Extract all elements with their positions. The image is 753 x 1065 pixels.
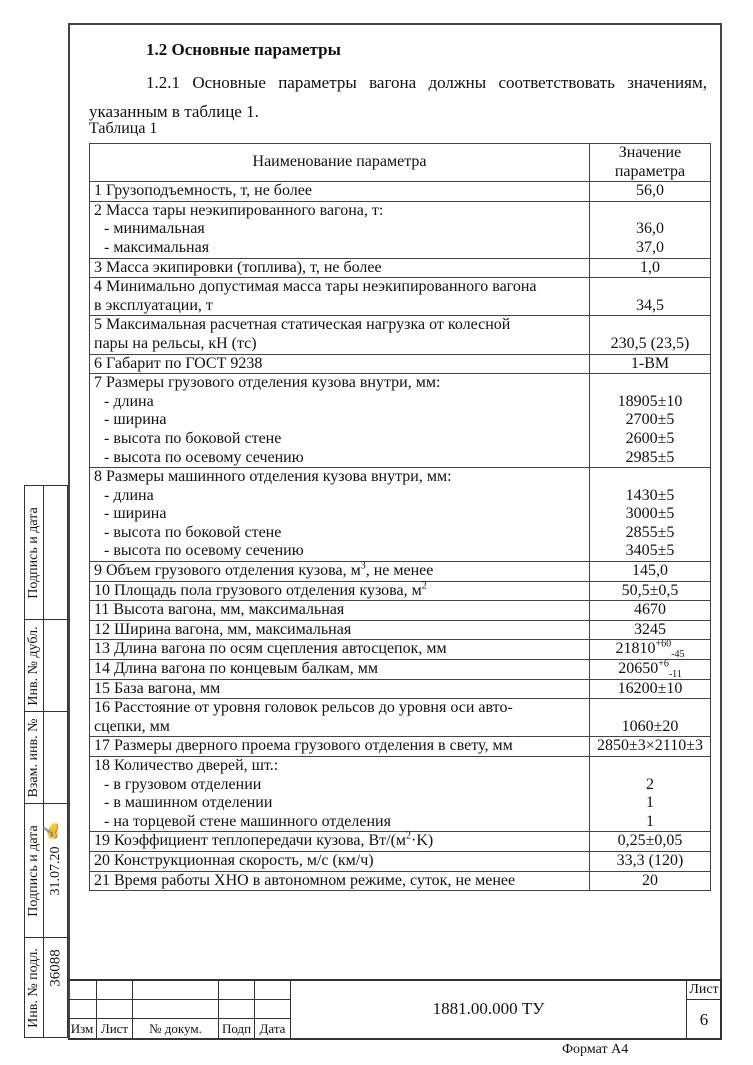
- param-value: $20650^{+6}_{-11}$: [590, 660, 711, 680]
- param-value: 230,5 (23,5): [590, 316, 711, 354]
- param-name: 17 Размеры дверного проема грузового отделения в свету, мм: [90, 737, 590, 757]
- param-name: 12 Ширина вагона, мм, максимальная: [90, 620, 590, 640]
- param-value: 1-ВМ: [590, 354, 711, 374]
- param-name: 10 Площадь пола грузового отделения кузова, $м^2$: [90, 581, 590, 601]
- stamp-cell-dup-inv: Инв. № дубл.: [25, 620, 67, 712]
- param-name: 2 Масса тары неэкипированного вагона, т: - минимальная - максимальная: [90, 201, 590, 258]
- left-stamp-strip: [24, 485, 68, 1038]
- header-value: Значение параметра: [590, 144, 711, 182]
- table-row: [90, 258, 711, 278]
- table-row: [90, 316, 711, 354]
- param-name: 15 База вагона, мм: [90, 679, 590, 699]
- col-label-sheet: Лист: [100, 1021, 129, 1036]
- param-name: 18 Количество дверей, шт.: - в грузовом отделении - в машинном отделении - на торцевой стене машинного отделения: [90, 757, 590, 832]
- sheet-number: 6: [686, 1000, 721, 1040]
- stamp-cell-original-inv: Инв. № подл. 36088: [25, 938, 67, 1037]
- param-name: 11 Высота вагона, мм, максимальная: [90, 601, 590, 621]
- param-name: 4 Минимально допустимая масса тары неэкипированного вагона в эксплуатации, т: [90, 278, 590, 316]
- param-name: 21 Время работы ХНО в автономном режиме, суток, не менее: [90, 871, 590, 891]
- table-row: [90, 620, 711, 640]
- param-value: 145,0: [590, 562, 711, 582]
- stamp-cell-signature-date-1: Подпись и дата: [25, 486, 67, 620]
- table-row: [90, 851, 711, 871]
- param-value: 1,0: [590, 258, 711, 278]
- param-name: 20 Конструкционная скорость, м/с (км/ч): [90, 851, 590, 871]
- param-name: 3 Масса экипировки (топлива), т, не более: [90, 258, 590, 278]
- table-row: [90, 468, 711, 562]
- param-name: 8 Размеры машинного отделения кузова внутри, мм: - длина - ширина - высота по боковой стене - высота по осевому сечению: [90, 468, 590, 562]
- param-value: 34,5: [590, 278, 711, 316]
- param-name: 14 Длина вагона по концевым балкам, мм: [90, 660, 590, 680]
- param-value: 4670: [590, 601, 711, 621]
- signature-scribble-icon: ✍: [43, 822, 60, 841]
- title-block: [68, 979, 722, 1040]
- param-name: 19 Коэффициент теплопередачи кузова, $Вт/(м^2\cdot K)$: [90, 832, 590, 852]
- table-row: [90, 562, 711, 582]
- param-name: 16 Расстояние от уровня головок рельсов до уровня оси авто- сцепки, мм: [90, 699, 590, 737]
- parameters-table: [89, 143, 711, 891]
- sheet-label: Лист: [686, 981, 721, 1000]
- table-row: [90, 354, 711, 374]
- table-row: [90, 374, 711, 468]
- param-value: 2850±3×2110±3: [590, 737, 711, 757]
- signature-date-value: 31.07.20: [47, 846, 63, 895]
- table-row: [90, 640, 711, 660]
- header-name: Наименование параметра: [90, 144, 590, 182]
- param-value: 1060±20: [590, 699, 711, 737]
- table-header-row: [90, 144, 711, 182]
- col-label-signature: Подп: [221, 1021, 252, 1036]
- table-row: [90, 278, 711, 316]
- table-row: [90, 699, 711, 737]
- param-value: 0,25±0,05: [590, 832, 711, 852]
- col-label-date: Дата: [259, 1021, 286, 1036]
- format-label: Формат А4: [562, 1042, 629, 1057]
- param-name: 1 Грузоподъемность, т, не более: [90, 182, 590, 202]
- table-caption: Таблица 1: [89, 120, 158, 137]
- document-number: 1881.00.000 ТУ: [432, 999, 545, 1018]
- param-value: 18905±10 2700±5 2600±5 2985±5: [590, 374, 711, 468]
- col-label-change: Изм: [70, 1021, 94, 1036]
- param-value: 16200±10: [590, 679, 711, 699]
- table-row: [90, 679, 711, 699]
- param-value: 33,3 (120): [590, 851, 711, 871]
- intro-paragraph: 1.2.1 Основные параметры вагона должны соответствовать значениям, указанным в таблице 1.: [89, 73, 707, 121]
- param-value: 1430±5 3000±5 2855±5 3405±5: [590, 468, 711, 562]
- table-row: [90, 201, 711, 258]
- original-inv-value: 36088: [47, 948, 63, 987]
- table-row: [90, 757, 711, 832]
- stamp-cell-replace-inv: Взам. инв. №: [25, 712, 67, 804]
- table-row: [90, 871, 711, 891]
- param-value: 2 1 1: [590, 757, 711, 832]
- param-name: 13 Длина вагона по осям сцепления автосцепок, мм: [90, 640, 590, 660]
- param-name: 5 Максимальная расчетная статическая нагрузка от колесной пары на рельсы, кН (тс): [90, 316, 590, 354]
- table-row: [90, 581, 711, 601]
- param-name: 6 Габарит по ГОСТ 9238: [90, 354, 590, 374]
- table-row: [90, 832, 711, 852]
- param-value: 20: [590, 871, 711, 891]
- col-label-doc-number: № докум.: [149, 1021, 202, 1036]
- table-row: [90, 182, 711, 202]
- param-value: 3245: [590, 620, 711, 640]
- param-value: 56,0: [590, 182, 711, 202]
- table-row: [90, 737, 711, 757]
- table-row: [90, 660, 711, 680]
- param-name: 9 Объем грузового отделения кузова, $м^3$, не менее: [90, 562, 590, 582]
- stamp-cell-signature-date-2: Подпись и дата 31.07.20: [25, 804, 67, 938]
- table-row: [90, 601, 711, 621]
- param-value: 50,5±0,5: [590, 581, 711, 601]
- param-value: $21810^{+60}_{-45}$: [590, 640, 711, 660]
- section-heading: 1.2 Основные параметры: [146, 40, 341, 59]
- param-name: 7 Размеры грузового отделения кузова внутри, мм: - длина - ширина - высота по боковой стене - высота по осевому сечению: [90, 374, 590, 468]
- param-value: 36,0 37,0: [590, 201, 711, 258]
